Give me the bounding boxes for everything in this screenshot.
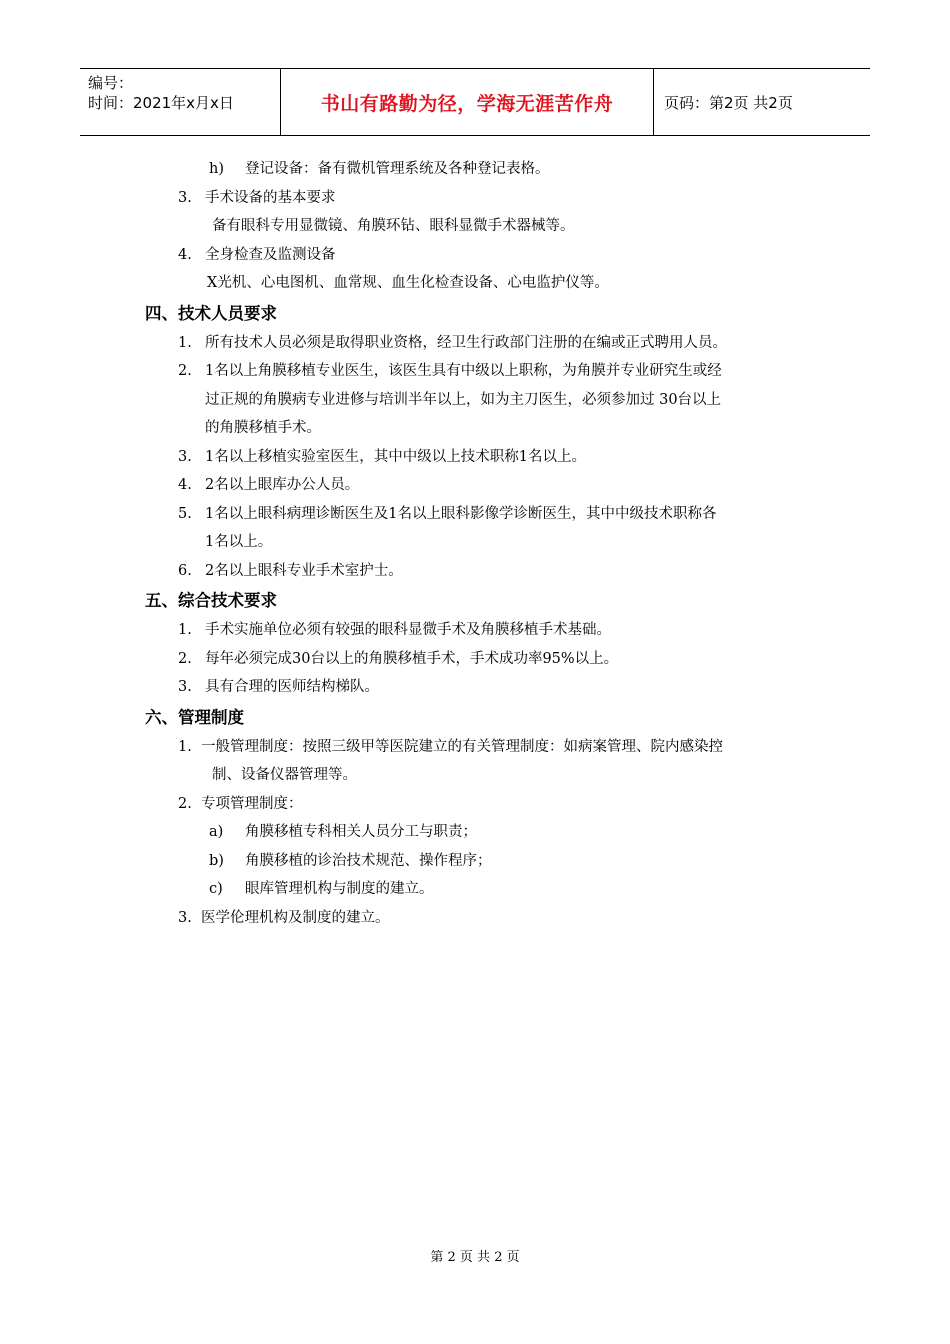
item-text: 医学伦理机构及制度的建立。 [201, 909, 390, 926]
list-item [0, 471, 950, 500]
item-number: 4. [178, 246, 192, 263]
list-item [0, 790, 950, 819]
item-text: 手术实施单位必须有较强的眼科显微手术及角膜移植手术基础。 [205, 622, 611, 638]
item-text: 所有技术人员必须是取得职业资格，经卫生行政部门注册的在编或正式聘用人员。 [205, 334, 727, 351]
item-number: 4. [178, 477, 192, 493]
item-label: b) [209, 852, 224, 869]
item-label: h) [209, 161, 224, 177]
item-text: 角膜移植的诊治技术规范、操作程序； [245, 852, 492, 869]
item-number: 6. [178, 562, 192, 579]
list-item [0, 155, 950, 184]
item-label: c) [209, 881, 223, 897]
item-number: 1. [178, 334, 192, 351]
item-number: 5. [178, 505, 192, 522]
item-text: 1名以上移植实验室医生，其中中级以上技术职称1名以上。 [205, 448, 586, 465]
header-page-info: 页码：第2页 共2页 [664, 93, 793, 112]
item-continuation: 过正规的角膜病专业进修与培训半年以上，如为主刀医生，必须参加过 30台以上 [205, 391, 722, 408]
item-detail: 备有眼科专用显微镜、角膜环钻、眼科显微手术器械等。 [212, 218, 575, 234]
item-text: 专项管理制度： [201, 795, 303, 812]
list-item [0, 557, 950, 586]
item-text: 全身检查及监测设备 [205, 246, 336, 263]
list-item [0, 241, 950, 270]
item-number: 1. [178, 622, 192, 638]
item-number: 3. [178, 189, 192, 206]
item-text: 1名以上角膜移植专业医生，该医生具有中级以上职称，为角膜并专业研究生或经 [205, 363, 722, 379]
item-text: 角膜移植专科相关人员分工与职责； [245, 824, 477, 840]
list-item [0, 500, 950, 529]
list-item [0, 673, 950, 702]
item-continuation: 制、设备仪器管理等。 [212, 767, 357, 783]
item-number: 3. [178, 679, 192, 695]
item-number: 2. [178, 795, 192, 812]
item-detail: X光机、心电图机、血常规、血生化检查设备、心电监护仪等。 [207, 275, 609, 291]
item-text: 眼库管理机构与制度的建立。 [245, 881, 434, 897]
item-text: 登记设备：备有微机管理系统及各种登记表格。 [245, 161, 550, 177]
section-heading: 四、技术人员要求 [145, 303, 277, 323]
item-continuation: 1名以上。 [205, 534, 273, 550]
item-number: 1. [178, 738, 192, 755]
list-item [0, 818, 950, 847]
section-heading: 五、综合技术要求 [145, 591, 277, 610]
item-number: 3. [178, 448, 192, 465]
item-text: 1名以上眼科病理诊断医生及1名以上眼科影像学诊断医生，其中中级技术职称各 [205, 505, 717, 522]
item-text: 2名以上眼科专业手术室护士。 [205, 562, 403, 579]
list-item [0, 443, 950, 472]
item-label: a) [209, 824, 224, 840]
page-header [80, 68, 870, 136]
item-text: 一般管理制度：按照三级甲等医院建立的有关管理制度：如病案管理、院内感染控 [201, 738, 723, 755]
list-item [0, 904, 950, 933]
list-item [0, 733, 950, 762]
item-text: 每年必须完成30台以上的角膜移植手术，手术成功率95%以上。 [205, 650, 619, 667]
list-item [0, 184, 950, 213]
header-motto: 书山有路勤为径，学海无涯苦作舟 [281, 69, 654, 135]
time-label: 时间：2021年x月x日 [88, 94, 234, 112]
item-number: 2. [178, 650, 192, 667]
list-item [0, 875, 950, 904]
header-meta [80, 69, 281, 135]
item-text: 具有合理的医师结构梯队。 [205, 679, 379, 695]
item-number: 3. [178, 909, 192, 926]
section-heading: 六、管理制度 [145, 707, 244, 727]
list-item [0, 329, 950, 358]
page-footer: 第 2 页 共 2 页 [430, 1250, 520, 1265]
list-item [0, 645, 950, 674]
list-item [0, 847, 950, 876]
item-text: 手术设备的基本要求 [205, 189, 336, 206]
item-text: 2名以上眼库办公人员。 [205, 477, 360, 493]
item-continuation: 的角膜移植手术。 [205, 420, 321, 436]
item-number: 2. [178, 363, 192, 379]
list-item [0, 357, 950, 386]
document-body [0, 155, 950, 932]
list-item [0, 616, 950, 645]
number-label: 编号： [88, 74, 134, 92]
